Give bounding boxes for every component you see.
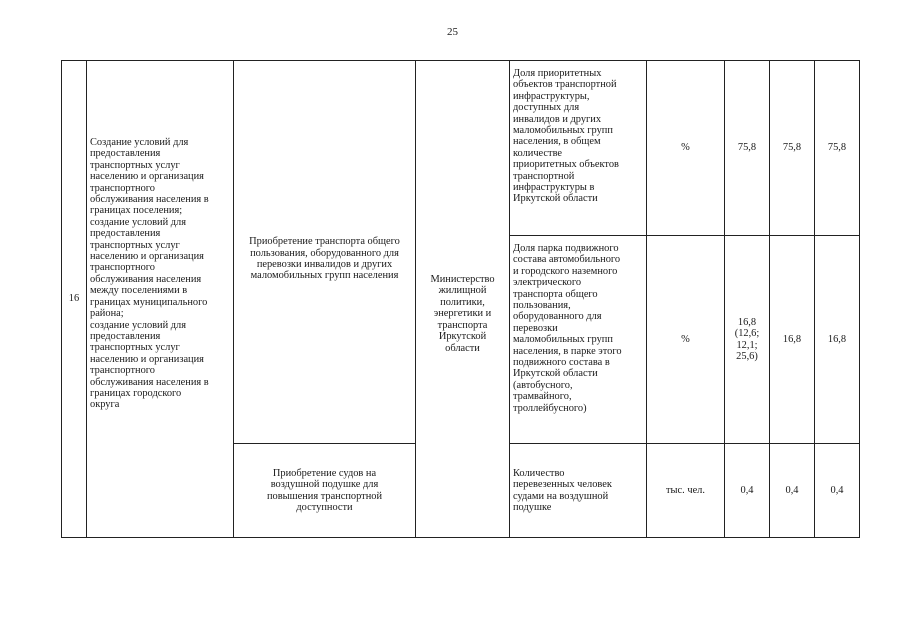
goal-line: границах муниципального (90, 296, 208, 308)
goal-line: транспортного (90, 262, 155, 274)
value-line: 0,4 (785, 484, 799, 496)
goal-line: создание условий для (90, 216, 187, 228)
indicator-line: электрического (513, 277, 582, 289)
value-line: (12,6; (734, 328, 760, 340)
goal-line: транспортного (90, 182, 155, 194)
goal-line: предоставления (90, 148, 161, 160)
indicator-line: судами на воздушной (513, 490, 609, 502)
value-cell (815, 61, 860, 236)
indicator-line: доступных для (513, 102, 580, 114)
activity-line: маломобильных групп населения (250, 270, 399, 282)
value-line: 25,6) (736, 350, 758, 362)
goal-cell (87, 61, 234, 538)
indicator-line: состава автомобильного (513, 254, 621, 266)
value-cell (725, 236, 770, 444)
indicator-line: населения, в общем (513, 136, 601, 148)
goal-line: границах городского (90, 387, 182, 399)
indicator-cell (510, 444, 647, 538)
row-number: 16 (68, 293, 80, 305)
goal-line: границах поселения; (90, 205, 183, 217)
indicator-line: перевезенных человек (513, 479, 612, 491)
table-row (62, 61, 860, 236)
goal-line: между поселениями в (90, 285, 188, 297)
goal-line: транспортных услуг (90, 239, 180, 251)
indicator-line: транспортной (513, 170, 575, 182)
activity-line: Приобретение судов на (272, 467, 377, 479)
indicator-line: (автобусного, (513, 379, 573, 391)
value-cell (725, 61, 770, 236)
indicator-line: транспорта общего (513, 288, 598, 300)
indicator-line: инфраструктуры в (513, 182, 595, 194)
indicator-line: подушке (513, 501, 552, 513)
program-table (61, 60, 860, 538)
indicator-line: подвижного состава в (513, 357, 610, 369)
activity-cell (234, 444, 416, 538)
executor-line: Иркутской (438, 331, 487, 343)
activity-line: воздушной подушке для (270, 479, 379, 491)
row-number-cell (62, 61, 87, 538)
activity-line: доступности (296, 501, 353, 513)
goal-line: района; (90, 308, 124, 320)
executor-line: Министерство (430, 274, 495, 286)
indicator-line: троллейбусного) (513, 402, 587, 414)
value-cell (770, 444, 815, 538)
value-line: 16,8 (827, 333, 847, 345)
value-line: 12,1; (736, 339, 758, 351)
value-line: 16,8 (737, 316, 757, 328)
goal-line: транспортных услуг (90, 342, 180, 354)
indicator-line: инвалидов и других (513, 113, 602, 125)
value-cell (725, 444, 770, 538)
goal-line: обслуживания населения в (90, 194, 209, 206)
indicator-line: трамвайного, (513, 391, 572, 403)
value-cell (815, 236, 860, 444)
indicator-line: перевозки (513, 322, 558, 334)
indicator-line: пользования, (513, 300, 571, 312)
value-line: 0,4 (740, 484, 754, 496)
value-cell (815, 444, 860, 538)
goal-line: транспортного (90, 365, 155, 377)
goal-line: обслуживания населения (90, 273, 202, 285)
activity-cell (234, 61, 416, 444)
goal-line: населению и организация (90, 353, 204, 365)
indicator-line: маломобильных групп (513, 125, 613, 137)
value-cell (770, 61, 815, 236)
goal-line: транспортных услуг (90, 159, 180, 171)
indicator-line: инфраструктуры, (513, 90, 590, 102)
goal-line: населению и организация (90, 171, 204, 183)
goal-line: обслуживания населения в (90, 376, 209, 388)
indicator-cell (510, 61, 647, 236)
value-line: 75,8 (827, 142, 847, 154)
indicator-line: количестве (513, 147, 563, 159)
indicator-line: маломобильных групп (513, 334, 613, 346)
unit-label: % (681, 333, 690, 345)
executor-line: энергетики и (433, 308, 492, 320)
unit-cell (647, 236, 725, 444)
indicator-cell (510, 236, 647, 444)
goal-line: предоставления (90, 330, 161, 342)
indicator-line: оборудованного для (513, 311, 602, 323)
indicator-line: Иркутской области (513, 193, 598, 205)
value-line: 75,8 (782, 142, 802, 154)
indicator-line: Иркутской области (513, 368, 598, 380)
goal-line: создание условий для (90, 319, 187, 331)
executor-line: жилищной (438, 285, 487, 297)
activity-line: Приобретение транспорта общего (249, 236, 400, 248)
value-line: 16,8 (782, 333, 802, 345)
indicator-line: Количество (513, 467, 565, 479)
unit-cell (647, 61, 725, 236)
goal-line: Создание условий для (90, 137, 189, 148)
goal-line: предоставления (90, 228, 161, 240)
executor-line: политики, (440, 296, 485, 308)
value-cell (770, 236, 815, 444)
value-line: 75,8 (737, 142, 757, 154)
activity-line: повышения транспортной (266, 490, 383, 502)
executor-line: транспорта (437, 319, 488, 331)
indicator-line: приоритетных объектов (513, 159, 619, 171)
indicator-line: объектов транспортной (513, 79, 617, 91)
activity-line: перевозки инвалидов и других (256, 259, 393, 270)
executor-cell (416, 61, 510, 538)
unit-label: % (681, 142, 690, 154)
activity-line: пользования, оборудованного для (250, 247, 399, 259)
goal-line: населению и организация (90, 251, 204, 263)
indicator-line: Доля приоритетных (513, 68, 602, 79)
indicator-line: Доля парка подвижного (513, 243, 619, 254)
unit-label: тыс. чел. (666, 484, 705, 496)
page-number: 25 (447, 26, 458, 38)
indicator-line: населения, в парке этого (513, 345, 622, 357)
unit-cell (647, 444, 725, 538)
indicator-line: и городского наземного (513, 265, 618, 277)
executor-line: области (445, 342, 480, 354)
value-line: 0,4 (830, 484, 844, 496)
goal-line: округа (90, 399, 120, 411)
